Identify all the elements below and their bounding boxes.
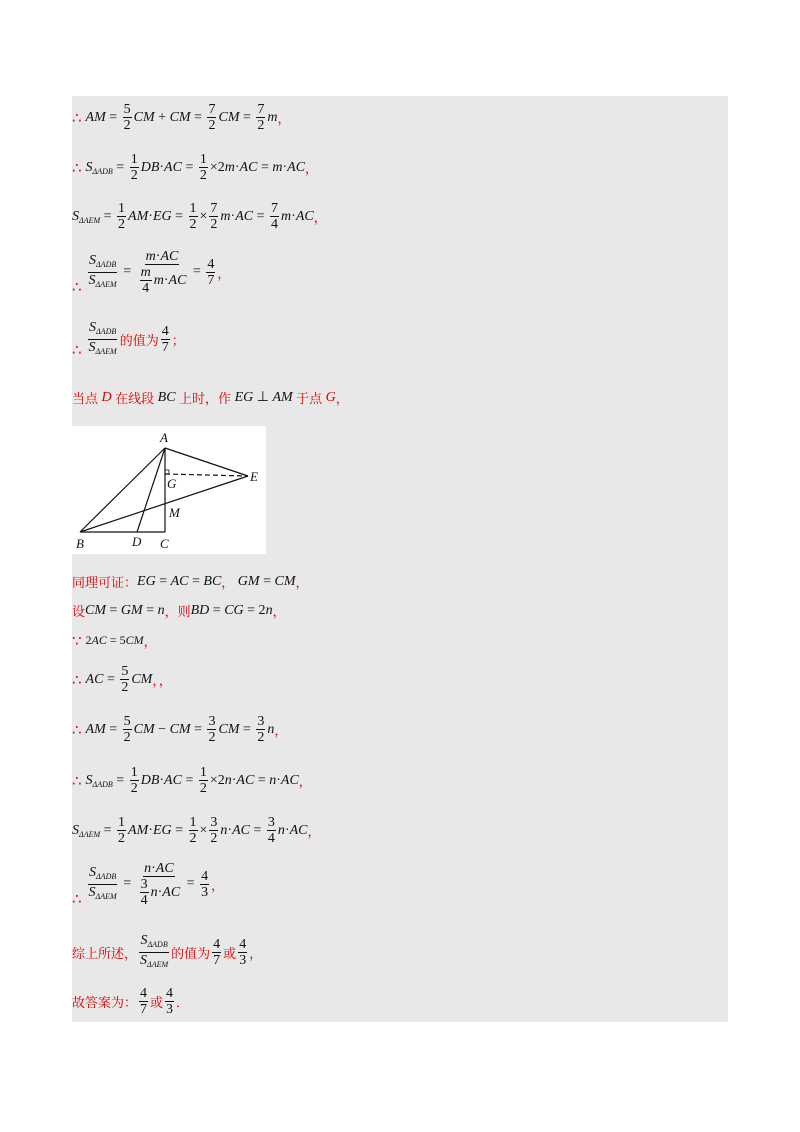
label-G: G <box>167 476 177 491</box>
solution-line-10: ∴ AC = $\frac{5}{2}$ CM ，， <box>72 664 172 695</box>
solution-line-15: 综上所述， $\frac{S_{\Delta ADB}}{S_{\Delta AEM}}$ 的值为 $\frac{4}{7}$ 或 $\frac{4}{3}$ ， <box>72 933 263 969</box>
label-E: E <box>250 469 258 484</box>
solution-line-6: 当点 D 在线段 BC 上时，作 EG ⊥ AM 于点 G ， <box>72 389 349 407</box>
solution-line-11: ∴ AM = $\frac{5}{2}$ CM − CM = $\frac{3}{2}$ CM = $\frac{3}{2}$ n ， <box>72 714 288 745</box>
label-D: D <box>132 534 142 549</box>
solution-line-1: ∴ AM = $\frac{5}{2}$ CM + CM = $\frac{7}{2}$ CM = $\frac{7}{2}$ m ， <box>72 102 291 133</box>
solution-line-12: ∴ $S_{\Delta ADB}$ = $\frac{1}{2}$ DB · AC = $\frac{1}{2}$ ×2 n · AC = n · AC ， <box>72 765 312 796</box>
solution-line-4: ∴ $\frac{S_{\Delta ADB}}{S_{\Delta AEM}}$ = m·AC $\frac{m}{4}$ m · AC = $\frac{4}{7}$ ， <box>72 249 231 296</box>
solution-line-3: $S_{\Delta AEM}$ = $\frac{1}{2}$ AM · EG = $\frac{1}{2}$ × $\frac{7}{2}$ m · AC = $\frac{7}{4}$ m · AC ， <box>72 201 327 232</box>
label-B: B <box>76 536 84 551</box>
solution-line-8: 设 CM = GM = n ，则 BD = CG = 2 n ， <box>72 602 286 620</box>
solution-line-2: ∴ $S_{\Delta ADB}$ = $\frac{1}{2}$ DB · AC = $\frac{1}{2}$ ×2 m · AC = m · AC ， <box>72 152 319 183</box>
label-M: M <box>169 505 180 520</box>
solution-line-14: ∴ $\frac{S_{\Delta ADB}}{S_{\Delta AEM}}$ = n·AC $\frac{3}{4}$ n · AC = $\frac{4}{3}$ ， <box>72 861 225 908</box>
solution-line-9: ∵ 2 AC = 5 CM ， <box>72 631 157 650</box>
solution-line-13: $S_{\Delta AEM}$ = $\frac{1}{2}$ AM · EG = $\frac{1}{2}$ × $\frac{3}{2}$ n · AC = $\frac{3}{4}$ n · AC ， <box>72 815 321 846</box>
geometry-figure <box>72 426 266 554</box>
solution-line-5: ∴ $\frac{S_{\Delta ADB}}{S_{\Delta AEM}}$ 的值为 $\frac{4}{7}$ ； <box>72 320 185 359</box>
label-A: A <box>160 430 168 445</box>
label-C: C <box>160 536 169 551</box>
solution-line-7: 同理可证： EG = AC = BC ， GM = CM ， <box>72 573 309 591</box>
solution-line-16: 故答案为： $\frac{4}{7}$ 或 $\frac{4}{3}$ ． <box>72 986 190 1017</box>
